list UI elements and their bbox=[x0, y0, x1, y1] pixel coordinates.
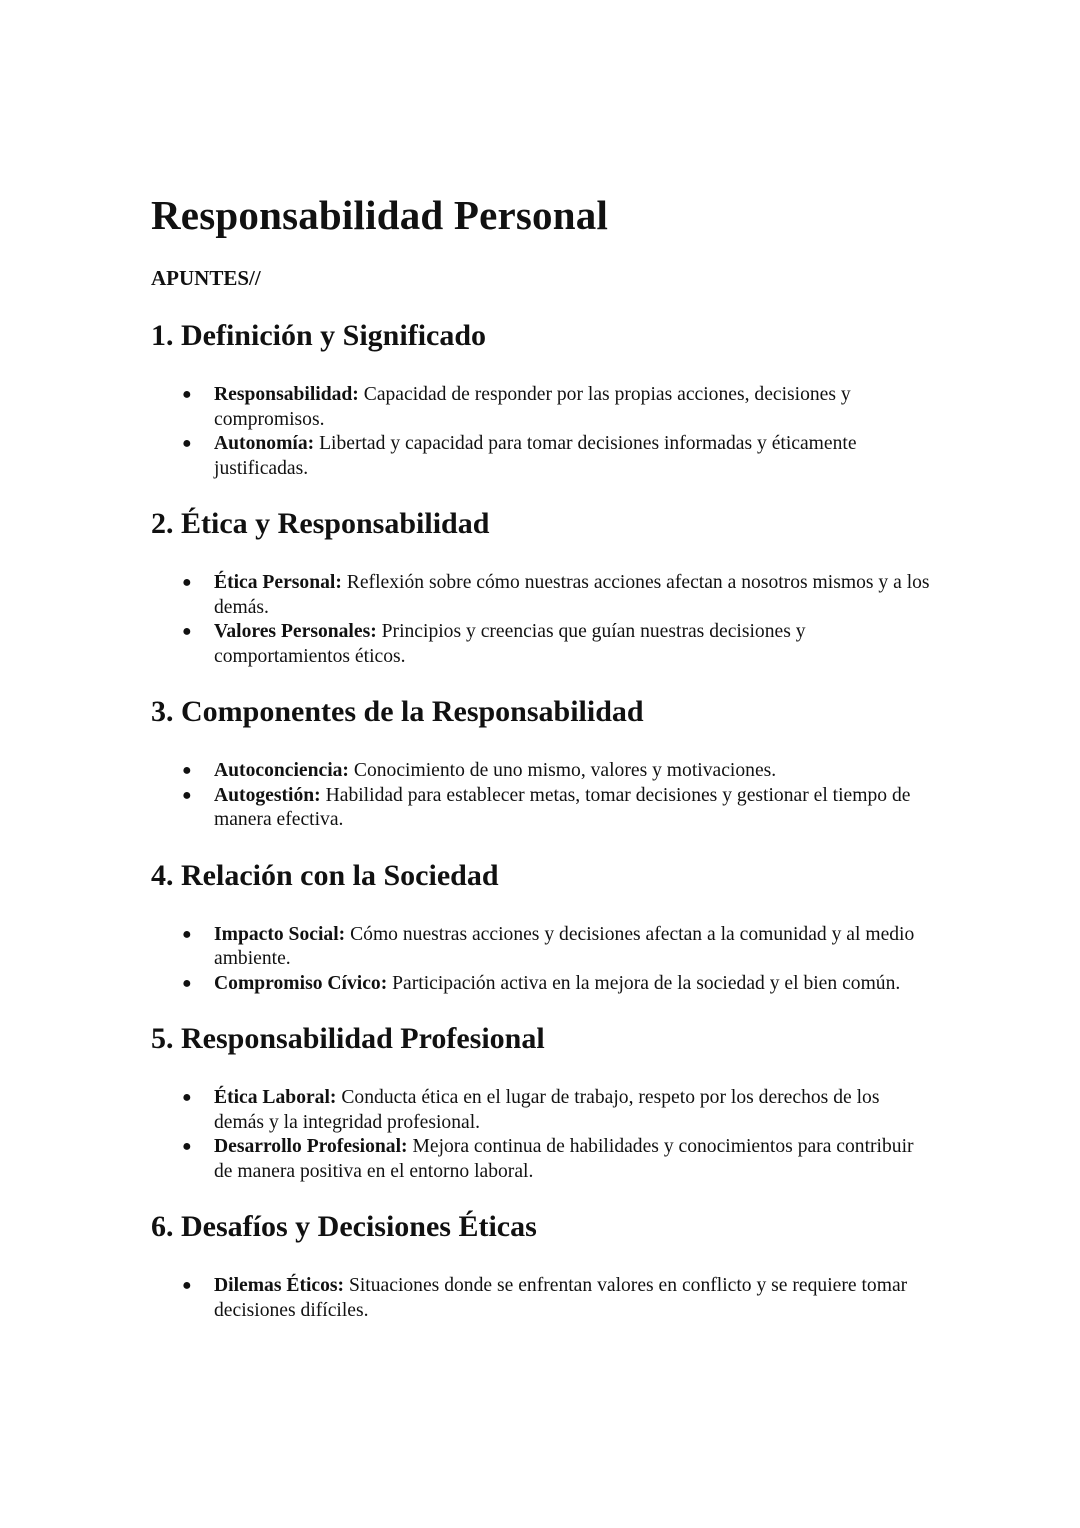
item-text: Libertad y capacidad para tomar decisiones informadas y éticamente justificadas. bbox=[214, 433, 857, 479]
item-term: Responsabilidad: bbox=[214, 384, 359, 405]
bullet-icon: ● bbox=[182, 574, 192, 591]
list-item bbox=[151, 620, 924, 669]
section-componentes bbox=[151, 692, 941, 833]
bullet-icon: ● bbox=[182, 786, 192, 804]
section-profesional bbox=[151, 1019, 941, 1184]
section-heading: 1. Definición y Significado bbox=[151, 319, 487, 352]
list-item bbox=[151, 923, 929, 972]
item-text: Mejora continua de habilidades y conocimientos para contribuir de manera positiva en el entorno laboral. bbox=[214, 1136, 914, 1182]
list-item bbox=[151, 784, 914, 833]
document-page bbox=[151, 186, 941, 1323]
section-heading: 6. Desafíos y Decisiones Éticas bbox=[151, 1210, 537, 1243]
item-text: Cómo nuestras acciones y decisiones afectan a la comunidad y al medio ambiente. bbox=[214, 923, 915, 969]
list-item bbox=[151, 432, 924, 481]
bullet-icon: ● bbox=[182, 386, 192, 403]
item-term: Autogestión: bbox=[214, 784, 321, 806]
section-heading: 4. Relación con la Sociedad bbox=[151, 858, 499, 892]
item-text: Capacidad de responder por las propias acciones, decisiones y compromisos. bbox=[214, 384, 851, 430]
item-term: Valores Personales: bbox=[214, 621, 377, 642]
item-text: Principios y creencias que guían nuestras decisiones y comportamientos éticos. bbox=[214, 621, 806, 667]
item-term: Dilemas Éticos: bbox=[214, 1275, 345, 1296]
section-heading: 3. Componentes de la Responsabilidad bbox=[151, 695, 644, 728]
item-term: Desarrollo Profesional: bbox=[214, 1136, 408, 1157]
section-list bbox=[151, 759, 941, 833]
section-heading: 5. Responsabilidad Profesional bbox=[151, 1022, 545, 1055]
list-item bbox=[151, 1086, 914, 1135]
bullet-icon: ● bbox=[182, 1138, 192, 1155]
list-item bbox=[151, 383, 914, 432]
item-text: Habilidad para establecer metas, tomar decisiones y gestionar el tiempo de manera efectiva. bbox=[214, 784, 911, 830]
bullet-icon: ● bbox=[182, 435, 192, 452]
item-term: Compromiso Cívico: bbox=[214, 972, 388, 994]
list-item bbox=[151, 972, 914, 997]
item-term: Autonomía: bbox=[214, 433, 315, 454]
section-sociedad bbox=[151, 856, 941, 997]
section-desafios bbox=[151, 1207, 941, 1323]
item-text: Conducta ética en el lugar de trabajo, respeto por los derechos de los demás y la integridad profesional. bbox=[214, 1087, 880, 1133]
page-subtitle: APUNTES// bbox=[151, 266, 261, 290]
section-list bbox=[151, 383, 941, 481]
list-item bbox=[151, 1135, 914, 1184]
bullet-icon: ● bbox=[182, 1089, 192, 1106]
section-list bbox=[151, 1274, 941, 1323]
item-text: Situaciones donde se enfrentan valores en conflicto y se requiere tomar decisiones difíciles. bbox=[214, 1275, 908, 1321]
item-term: Impacto Social: bbox=[214, 923, 346, 945]
item-term: Ética Laboral: bbox=[214, 1087, 337, 1108]
item-text: Participación activa en la mejora de la sociedad y el bien común. bbox=[392, 972, 901, 994]
item-text: Reflexión sobre cómo nuestras acciones afectan a nosotros mismos y a los demás. bbox=[214, 572, 930, 618]
section-list bbox=[151, 923, 941, 997]
list-item bbox=[151, 571, 942, 620]
section-heading: 2. Ética y Responsabilidad bbox=[151, 507, 490, 540]
bullet-icon: ● bbox=[182, 974, 192, 992]
bullet-icon: ● bbox=[182, 762, 192, 779]
bullet-icon: ● bbox=[182, 1277, 192, 1294]
section-list bbox=[151, 1086, 941, 1184]
item-text: Conocimiento de uno mismo, valores y motivaciones. bbox=[353, 760, 777, 781]
list-item bbox=[151, 759, 914, 784]
item-term: Ética Personal: bbox=[214, 572, 342, 593]
bullet-icon: ● bbox=[182, 925, 192, 943]
section-definicion bbox=[151, 316, 941, 481]
bullet-icon: ● bbox=[182, 623, 192, 640]
section-list bbox=[151, 571, 941, 669]
section-etica bbox=[151, 504, 941, 669]
list-item bbox=[151, 1274, 929, 1323]
page-title: Responsabilidad Personal bbox=[151, 192, 609, 238]
item-term: Autoconciencia: bbox=[214, 760, 349, 781]
